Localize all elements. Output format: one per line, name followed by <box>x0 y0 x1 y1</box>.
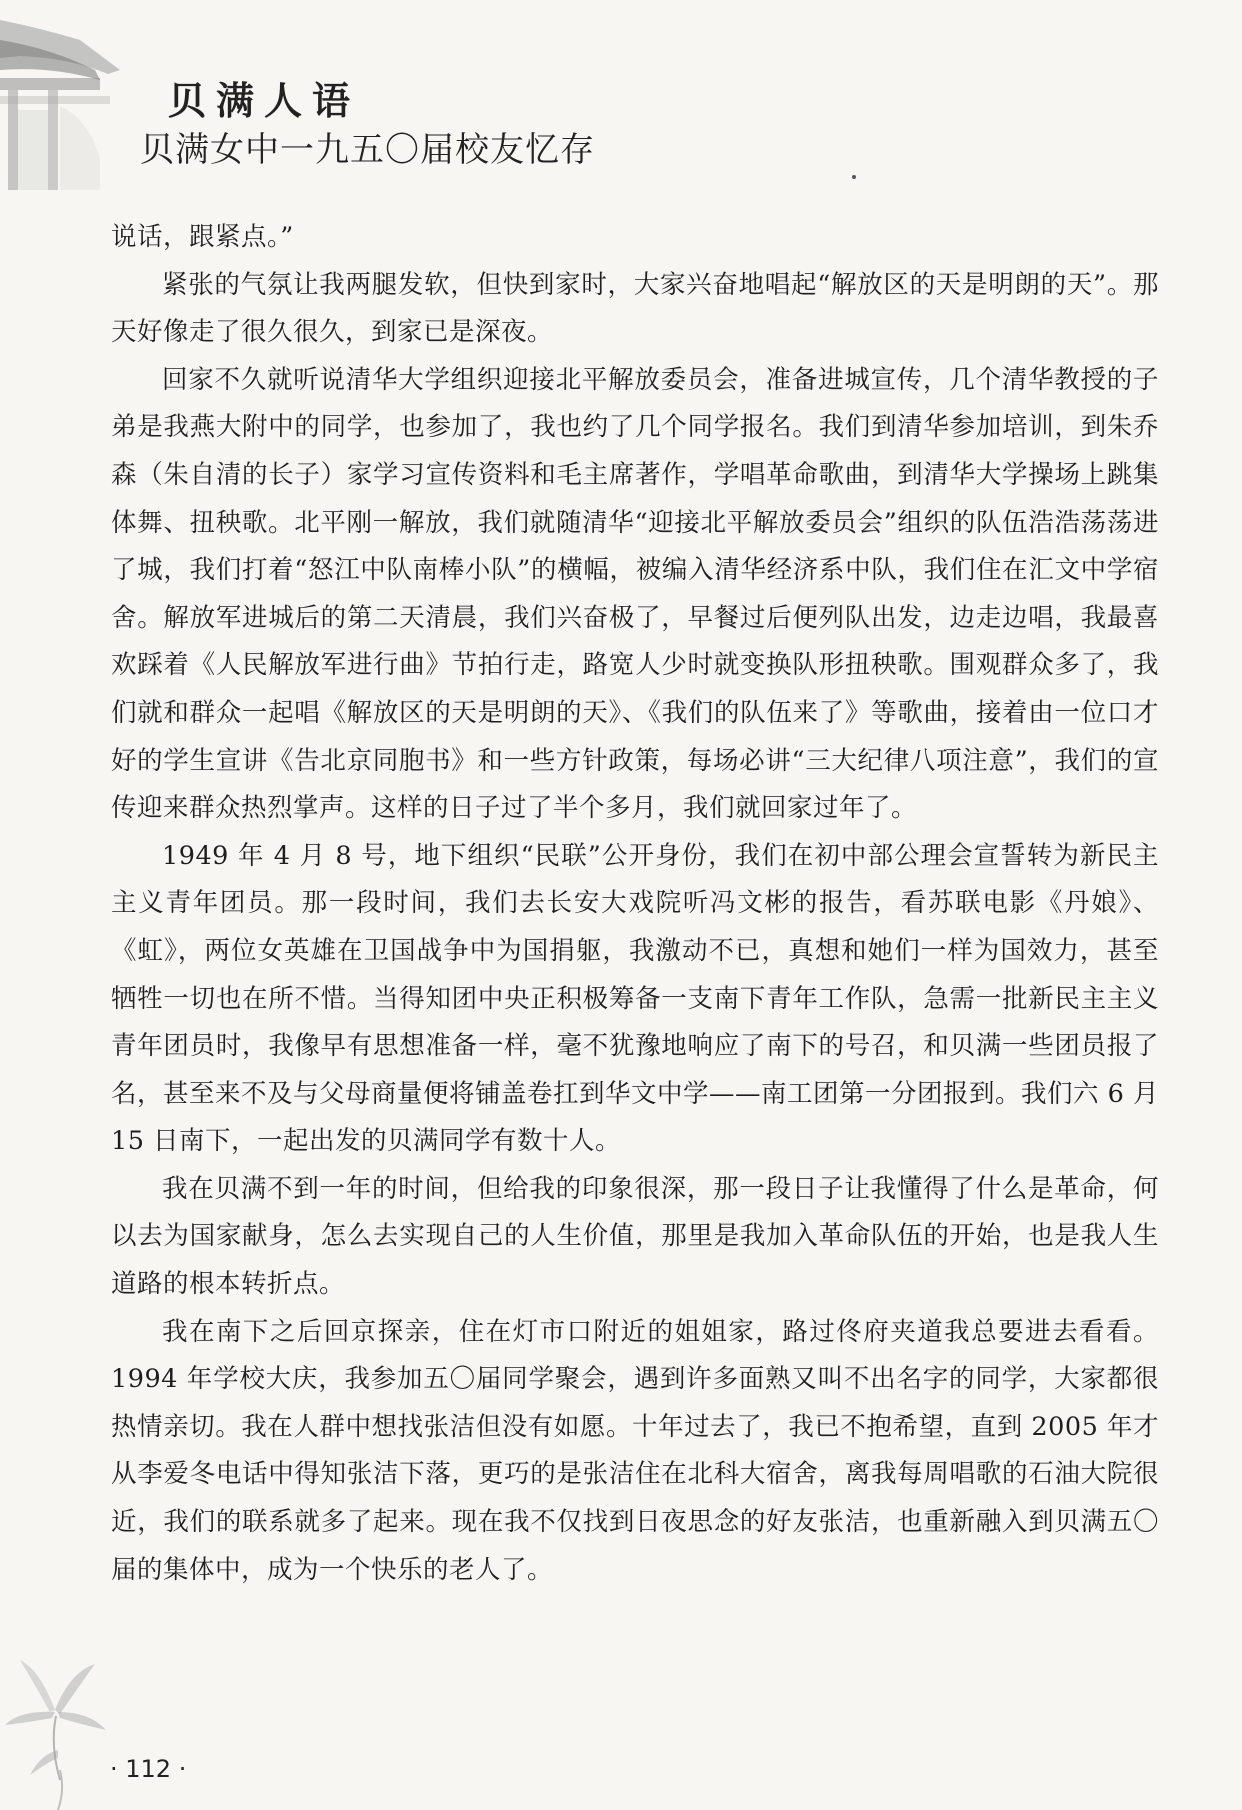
pavilion-illustration <box>0 0 140 190</box>
book-subtitle: 贝满女中一九五〇届校友忆存 <box>140 130 595 170</box>
paragraph: 紧张的气氛让我两腿发软，但快到家时，大家兴奋地唱起“解放区的天是明朗的天”。那天好像走了很久很久，到家已是深夜。 <box>111 269 1159 348</box>
paragraph: 我在南下之后回京探亲，住在灯市口附近的姐姐家，路过佟府夹道我总要进去看看。1994 年学校大庆，我参加五〇届同学聚会，遇到许多面熟又叫不出名字的同学，大家都很热情亲切。我在人群中想找张洁但没有如愿。十年过去了，我已不抱希望，直到 2005 年才从李爱冬电话中得知张洁下落，更巧的是张洁住在北科大宿舍，离我每周唱歌的石油大院很近，我们的联系就多了起来。现在我不仅找到日夜思念的好友张洁，也重新融入到贝满五〇届的集体中，成为一个快乐的老人了。 <box>111 1316 1159 1585</box>
page-number: · 112 · <box>110 1755 187 1783</box>
paragraph-continuation: 说话，跟紧点。” <box>111 222 294 252</box>
paragraph: 1949 年 4 月 8 号，地下组织“民联”公开身份，我们在初中部公理会宣誓转为新民主主义青年团员。那一段时间，我们去长安大戏院听冯文彬的报告，看苏联电影《丹娘》、《虹》，两位女英雄在卫国战争中为国捐躯，我激动不已，真想和她们一样为国效力，甚至牺牲一切也在所不惜。当得知团中央正积极筹备一支南下青年工作队，急需一批新民主主义青年团员时，我像早有思想准备一样，毫不犹豫地响应了南下的号召，和贝满一些团员报了名，甚至来不及与父母商量便将铺盖卷扛到华文中学——南工团第一分团报到。我们六 6 月 15 日南下，一起出发的贝满同学有数十人。 <box>111 840 1160 1157</box>
book-title: 贝满人语 <box>168 79 361 123</box>
paragraph: 回家不久就听说清华大学组织迎接北平解放委员会，准备进城宣传，几个清华教授的子弟是我燕大附中的同学，也参加了，我也约了几个同学报名。我们到清华参加培训，到朱乔森（朱自清的长子）家学习宣传资料和毛主席著作，学唱革命歌曲，到清华大学操场上跳集体舞、扭秧歌。北平刚一解放，我们就随清华“迎接北平解放委员会”组织的队伍浩浩荡荡进了城，我们打着“怒江中队南棒小队”的横幅，被编入清华经济系中队，我们住在汇文中学宿舍。解放军进城后的第二天清晨，我们兴奋极了，早餐过后便列队出发，边走边唱，我最喜欢踩着《人民解放军进行曲》节拍行走，路宽人少时就变换队形扭秧歌。围观群众多了，我们就和群众一起唱《解放区的天是明朗的天》、《我们的队伍来了》等歌曲，接着由一位口才好的学生宣讲《告北京同胞书》和一些方针政策，每场必讲“三大纪律八项注意”，我们的宣传迎来群众热烈掌声。这样的日子过了半个多月，我们就回家过年了。 <box>111 364 1159 824</box>
paragraph: 我在贝满不到一年的时间，但给我的印象很深，那一段日子让我懂得了什么是革命，何以去为国家献身，怎么去实现自己的人生价值，那里是我加入革命队伍的开始，也是我人生道路的根本转折点。 <box>111 1173 1159 1300</box>
lily-flower-illustration <box>0 1650 110 1810</box>
print-speck <box>852 175 856 179</box>
article-body <box>111 214 1159 1594</box>
